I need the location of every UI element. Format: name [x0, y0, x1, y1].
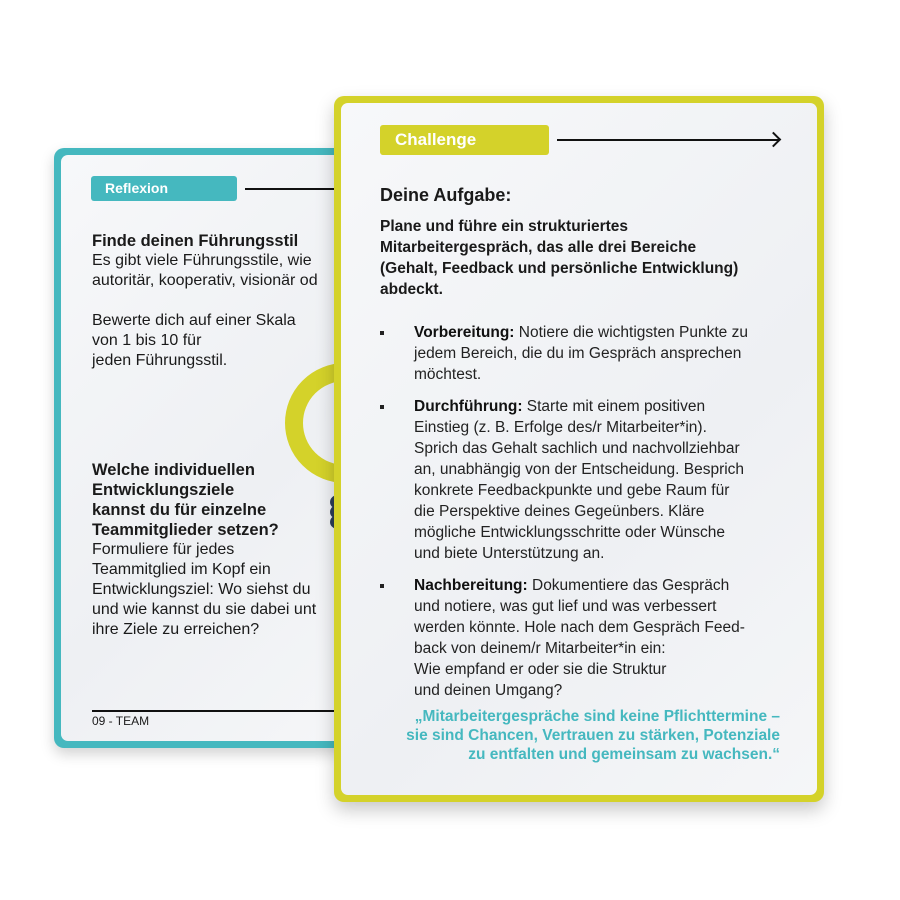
challenge-card: [334, 96, 824, 802]
step-execution: Durchführung: Starte mit einem positiven Einstieg (z. B. Erfolge des/r Mitarbeiter*in). Sprich das Gehalt sachlich und nachvollziehbar an, unabhängig von der Entscheidung. Besprich konkrete Feedbackpunkte und gebe Raum für die Perspektive deines Gegeünbers. Kläre mögliche Entwicklungsschritte oder Wünsche und biete Unterstützung an.: [380, 396, 790, 564]
text-line: Es gibt viele Führungsstile, wie: [92, 252, 312, 269]
development-goals-section: [92, 460, 347, 640]
task-description: Plane und führe ein strukturiertes Mitarbeitergespräch, das alle drei Bereiche (Gehalt, Feedback und persönliche Entwicklung) abdeckt.: [380, 218, 739, 298]
task-section: [380, 185, 790, 712]
question-line: Entwicklungsziele: [92, 481, 235, 499]
question-line: Teammitglieder setzen?: [92, 521, 279, 539]
text-line: Entwicklungsziel: Wo siehst du: [92, 581, 311, 598]
text-line: ihre Ziele zu erreichen?: [92, 621, 260, 638]
card-footer: 09 - TEAM: [92, 710, 347, 728]
task-title: Deine Aufgabe:: [380, 185, 512, 205]
text-line: jeden Führungsstil.: [92, 352, 228, 369]
bullet-icon: [380, 405, 384, 409]
section-title: Finde deinen Führungsstil: [92, 232, 299, 250]
text-line: Formuliere für jedes: [92, 541, 235, 558]
challenge-tag: Challenge: [380, 125, 549, 155]
steps-list: [380, 322, 790, 701]
text-line: von 1 bis 10 für: [92, 332, 202, 349]
reflexion-tag: Reflexion: [91, 176, 237, 201]
challenge-card-body: [341, 103, 817, 795]
text-line: und wie kannst du sie dabei unt: [92, 601, 317, 618]
question-line: Welche individuellen: [92, 461, 255, 479]
question-line: kannst du für einzelne: [92, 501, 267, 519]
text-line: autoritär, kooperativ, visionär od: [92, 272, 318, 289]
quote: „Mitarbeitergespräche sind keine Pflichttermine – sie sind Chancen, Vertrauen zu stärken, Potenziale zu entfalten und gemeinsam zu wachsen.“: [406, 708, 780, 763]
challenge-header: [380, 125, 779, 155]
leadership-style-section: [92, 231, 347, 371]
step-preparation: Vorbereitung: Notiere die wichtigsten Punkte zu jedem Bereich, die du im Gespräch ansprechen möchtest.: [380, 322, 790, 385]
bullet-icon: [380, 584, 384, 588]
bullet-icon: [380, 331, 384, 335]
reflexion-header: [91, 176, 347, 201]
arrow-right-icon: [557, 139, 779, 141]
reflexion-card: [54, 148, 354, 748]
text-line: Teammitglied im Kopf ein: [92, 561, 271, 578]
step-followup: Nachbereitung: Dokumentiere das Gespräch und notiere, was gut lief und was verbessert werden könnte. Hole nach dem Gespräch Feed- back von deinem/r Mitarbeiter*in ein: Wie empfand er oder sie die Struktur und deinen Umgang?: [380, 575, 790, 701]
header-line: [245, 188, 347, 190]
reflexion-card-body: [61, 155, 347, 741]
text-line: Bewerte dich auf einer Skala: [92, 312, 296, 329]
